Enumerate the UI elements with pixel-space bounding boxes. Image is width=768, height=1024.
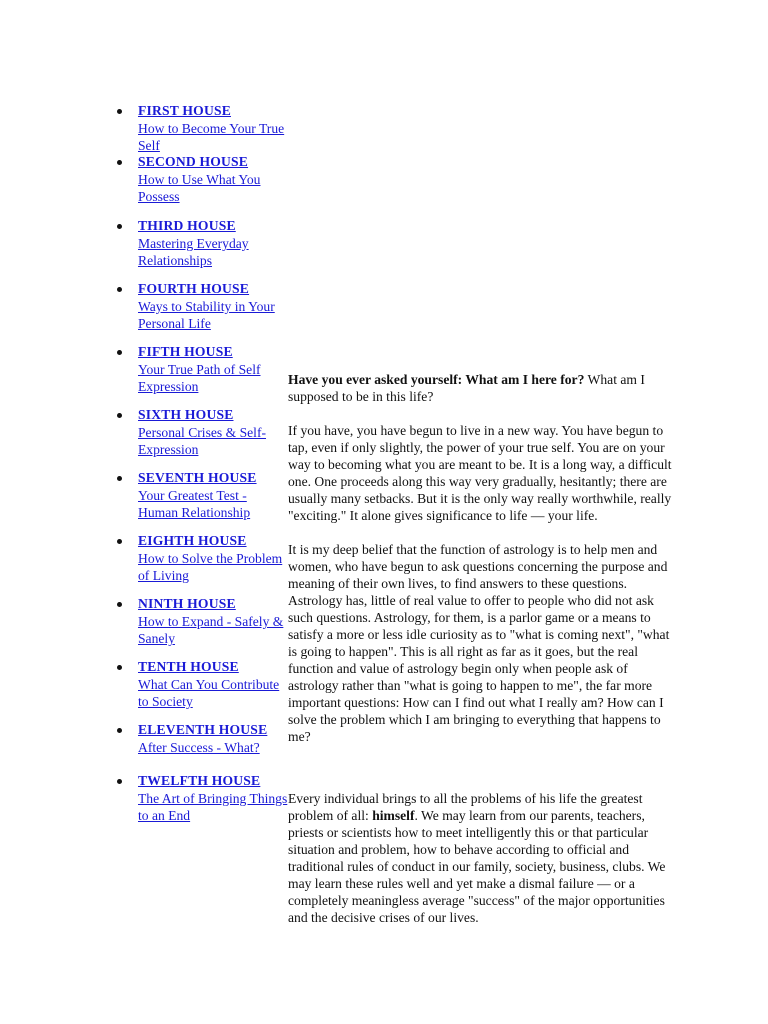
bullet-icon — [117, 224, 122, 229]
bullet-icon — [117, 665, 122, 670]
house-link-ninth[interactable]: NINTH HOUSE — [138, 596, 236, 611]
house-link-second[interactable]: SECOND HOUSE — [138, 154, 249, 169]
house-subtitle-link[interactable]: Your Greatest Test - Human Relationship — [138, 488, 251, 520]
house-subtitle-link[interactable]: How to Become Your True Self — [138, 121, 285, 153]
paragraph: It is my deep belief that the function of astrology is to help men and women, who have begun to ask questions concerning the purpose and meaning of their own lives, to find answers to these questions. Astrology has, little of real value to offer to people who did not ask such questions. Astrology, for them, is a parlor game or a means to satisfy a more or less idle curiosity as to "what is coming next", "what is going to happen". This is all right as far as it goes, but the real function and value of astrology begin only when people ask of astrology rather than "what is going to happen to me", the far more important questions: How can I find out what I really am? How can I solve the problem which I am bringing to everything that happens to me? — [288, 542, 670, 744]
bullet-icon — [117, 602, 122, 607]
bullet-icon — [117, 539, 122, 544]
closing-end: . We may learn from our parents, teachers, priests or scientists how to meet intelligently this or that particular situation and problem, how to behave according to official and traditional rules of conduct in our family, society, business, clubs. We may learn these rules well and yet make a dismal failure — or a completely meaningless average "success" of the major opportunities and the decisive crises of our lives. — [288, 808, 666, 925]
bullet-icon — [117, 287, 122, 292]
bullet-icon — [117, 728, 122, 733]
house-link-eighth[interactable]: EIGHTH HOUSE — [138, 533, 247, 548]
closing-paragraph — [91, 790, 681, 926]
intro-rest: What am I supposed to be in this life? — [288, 372, 645, 404]
bullet-icon — [117, 109, 122, 114]
house-subtitle-link[interactable]: How to Solve the Problem of Living — [138, 551, 283, 583]
house-link-tenth[interactable]: TENTH HOUSE — [138, 659, 239, 674]
closing-paragraph-text — [91, 790, 681, 926]
house-link-first[interactable]: FIRST HOUSE — [138, 103, 231, 118]
house-subtitle-link[interactable]: The Art of Bringing Things to an End — [138, 791, 288, 823]
closing-emphasis: himself — [372, 808, 415, 823]
intro-paragraph — [288, 371, 676, 405]
bullet-icon — [117, 160, 122, 165]
house-subtitle-link[interactable]: Personal Crises & Self-Expression — [138, 425, 266, 457]
bullet-icon — [117, 413, 122, 418]
house-link-eleventh[interactable]: ELEVENTH HOUSE — [138, 722, 268, 737]
house-subtitle-link[interactable]: Ways to Stability in Your Personal Life — [138, 299, 275, 331]
bullet-icon — [117, 779, 122, 784]
house-link-fourth[interactable]: FOURTH HOUSE — [138, 281, 250, 296]
house-link-sixth[interactable]: SIXTH HOUSE — [138, 407, 234, 422]
article-body — [288, 371, 676, 762]
house-subtitle-link[interactable]: What Can You Contribute to Society — [138, 677, 280, 709]
bullet-icon — [117, 350, 122, 355]
house-subtitle-link[interactable]: How to Use What You Possess — [138, 172, 261, 204]
house-subtitle-link[interactable]: After Success - What? — [138, 740, 260, 755]
closing-start: Every individual brings to all the problems of his life the greatest problem of all: — [288, 791, 643, 823]
bullet-icon — [117, 476, 122, 481]
house-subtitle-link[interactable]: Mastering Everyday Relationships — [138, 236, 249, 268]
house-subtitle-link[interactable]: Your True Path of Self Expression — [138, 362, 261, 394]
house-link-third[interactable]: THIRD HOUSE — [138, 218, 236, 233]
house-subtitle-link[interactable]: How to Expand - Safely & Sanely — [138, 614, 284, 646]
intro-question: Have you ever asked yourself: What am I here for? — [288, 372, 585, 387]
house-link-fifth[interactable]: FIFTH HOUSE — [138, 344, 233, 359]
house-link-seventh[interactable]: SEVENTH HOUSE — [138, 470, 257, 485]
house-link-twelfth[interactable]: TWELFTH HOUSE — [138, 773, 261, 788]
paragraph: If you have, you have begun to live in a new way. You have begun to tap, even if only slightly, the power of your true self. You are on your way to becoming what you are meant to be. It is a long way, a difficult one. One proceeds along this way very gradually, hesitantly; there are usually many setbacks. But it is the only way really worthwhile, really "exciting." It alone gives significance to life — your life. — [288, 423, 672, 523]
